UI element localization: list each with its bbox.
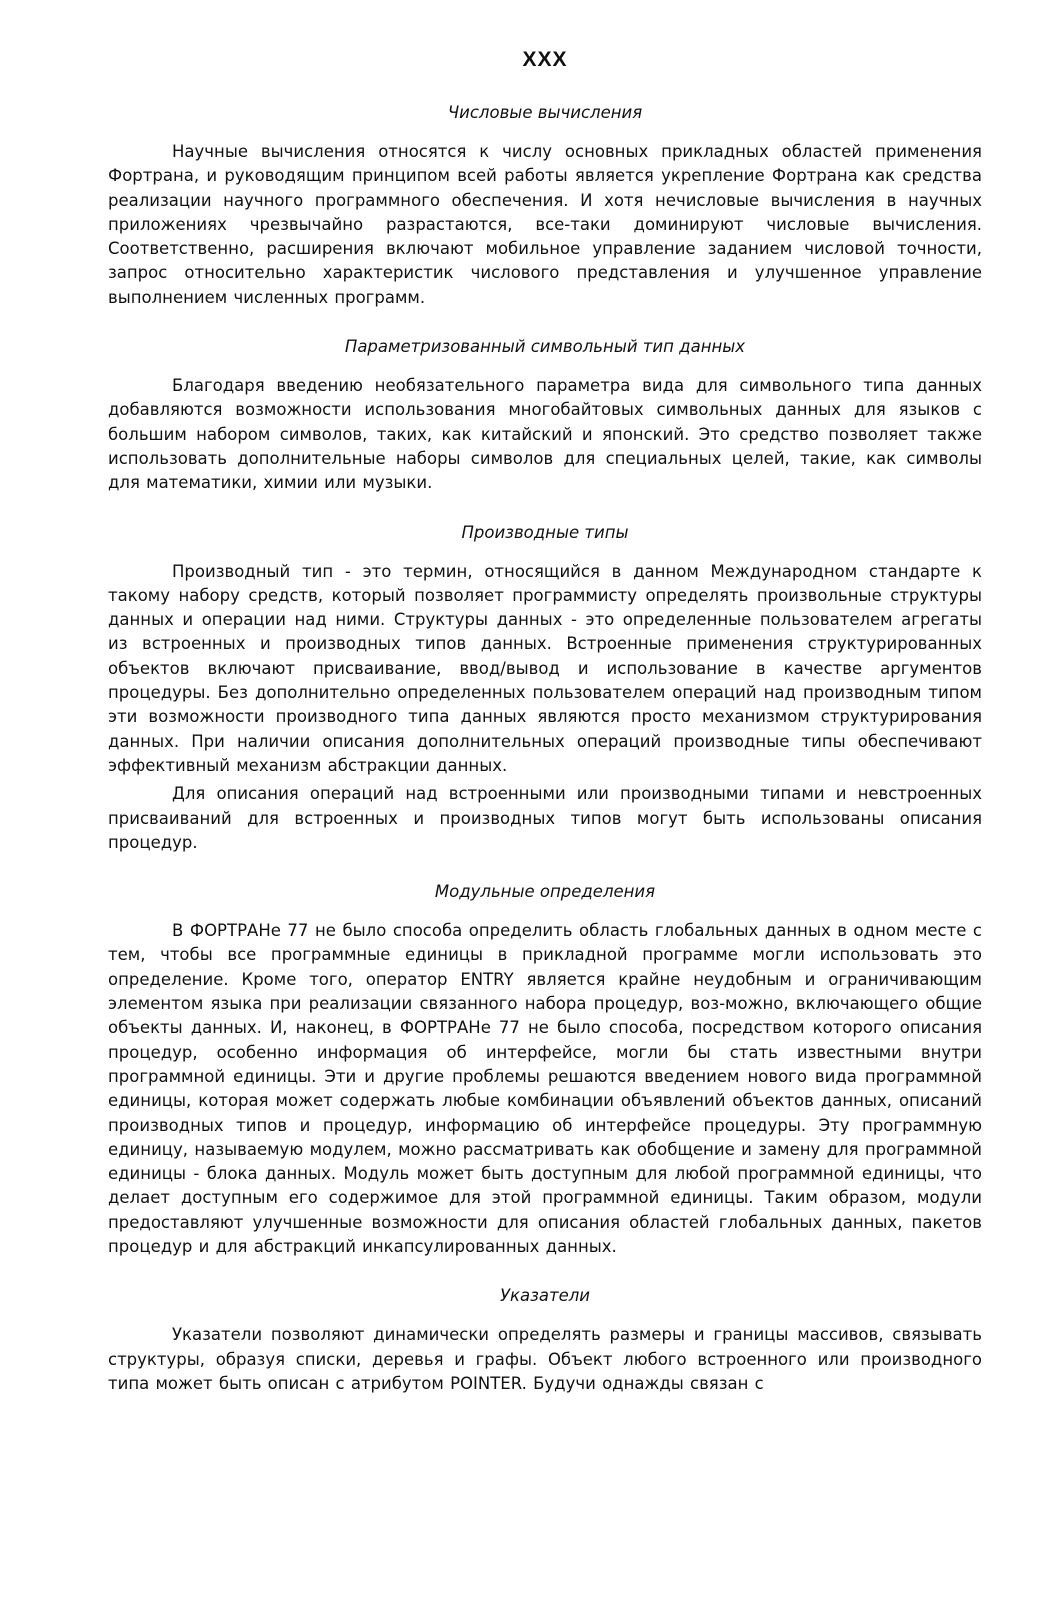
paragraph: В ФОРТРАНе 77 не было способа определить область глобальных данных в одном месте с тем, чтобы все программные единицы в прикладной программе могли использовать это определение. Кроме того, оператор ENTRY является крайне неудобным и ограничивающим элементом языка при реализации связанного набора процедур, воз-можно, включающего общие объекты данных. И, наконец, в ФОРТРАНе 77 не было способа, посредством которого описания процедур, особенно информация об интерфейсе, могли бы стать известными внутри программной единицы. Эти и другие проблемы решаются введением нового вида программной единицы, которая может содержать любые комбинации объявлений объектов данных, описаний производных типов и процедур, информацию об интерфейсе процедуры. Эту программную единицу, называемую модулем, можно рассматривать как обобщение и замену для программной единицы - блока данных. Модуль может быть доступным для любой программной единицы, что делает доступным его содержимое для этой программной единицы. Таким образом, модули предоставляют улучшенные возможности для описания областей глобальных данных, пакетов процедур и для абстракций инкапсулированных данных. <box>108 921 982 1256</box>
page-number: XXX <box>522 48 568 71</box>
document-page <box>108 48 982 1422</box>
section-title: Указатели <box>499 1286 591 1306</box>
section-pointers <box>108 1285 982 1396</box>
section-derived-types <box>108 522 982 856</box>
section-title: Модульные определения <box>434 882 656 902</box>
section-parameterized-character-type <box>108 336 982 495</box>
paragraph: Для описания операций над встроенными или производными типами и невстроенных присваиваний для встроенных и производных типов могут быть использованы описания процедур. <box>108 784 982 852</box>
section-numeric-computing <box>108 102 982 310</box>
section-title: Производные типы <box>461 522 629 542</box>
section-title: Параметризованный символьный тип данных <box>344 337 746 357</box>
paragraph: Производный тип - это термин, относящийся в данном Международном стандарте к такому набору средств, который позволяет программисту определять произвольные структуры данных и операции над ними. Структуры данных - это определенные пользователем агрегаты из встроенных и производных типов данных. Встроенные применения структурированных объектов включают присваивание, ввод/вывод и использование в качестве аргументов процедуры. Без дополнительно определенных пользователем операций над производным типом эти возможности производного типа данных являются просто механизмом структурирования данных. При наличии описания дополнительных операций производные типы обеспечивают эффективный механизм абстракции данных. <box>108 561 982 775</box>
section-module-definitions <box>108 881 982 1259</box>
section-title: Числовые вычисления <box>447 103 643 122</box>
paragraph: Благодаря введению необязательного параметра вида для символьного типа данных добавляются возможности использования многобайтовых символьных данных для языков с большим набором символов, таких, как китайский и японский. Это средство позволяет также использовать дополнительные наборы символов для специальных целей, такие, как символы для математики, химии или музыки. <box>108 376 982 493</box>
paragraph: Указатели позволяют динамически определять размеры и границы массивов, связывать структуры, образуя списки, деревья и графы. Объект любого встроенного или производного типа может быть описан с атрибутом POINTER. Будучи однажды связан с <box>108 1325 982 1393</box>
paragraph: Научные вычисления относятся к числу основных прикладных областей применения Фортрана, и руководящим принципом всей работы является укрепление Фортрана как средства реализации научного программного обеспечения. И хотя нечисловые вычисления в научных приложениях чрезвычайно разрастаются, все-таки доминируют числовые вычисления. Соответственно, расширения включают мобильное управление заданием числовой точности, запрос относительно характеристик числового представления и улучшенное управление выполнением численных программ. <box>108 142 982 307</box>
